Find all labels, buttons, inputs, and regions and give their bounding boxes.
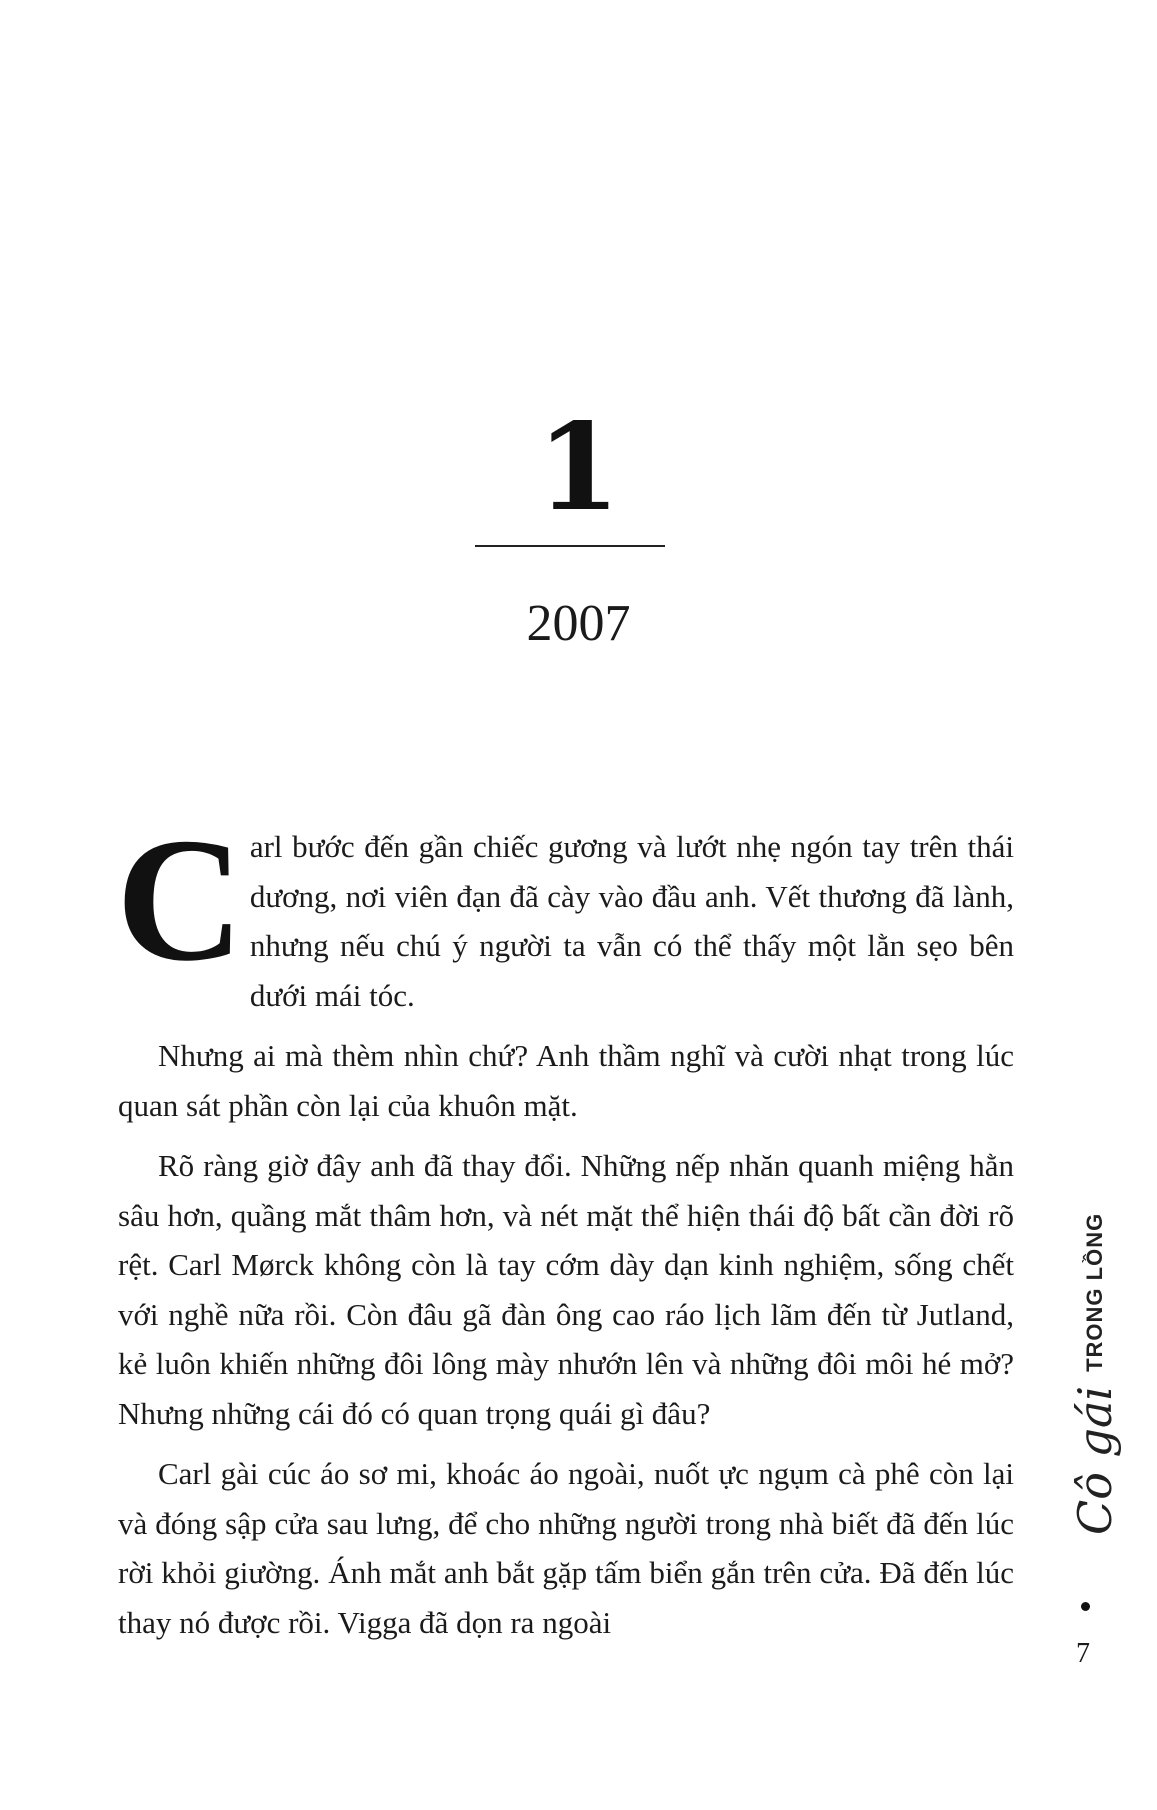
paragraph-3: Rõ ràng giờ đây anh đã thay đổi. Những nếp nhăn quanh miệng hằn sâu hơn, quầng mắt thâm hơn, và nét mặt thể hiện thái độ bất cần đời rõ rệt. Carl Mørck không còn là tay cớm dày dạn kinh nghiệm, sống chết với nghề nữa rồi. Còn đâu gã đàn ông cao ráo lịch lãm đến từ Jutland, kẻ luôn khiến những đôi lông mày nhướn lên và những đôi môi hé mở? Nhưng những cái đó có quan trọng quái gì đâu? <box>118 1148 1014 1431</box>
drop-cap: C <box>116 802 244 998</box>
paragraph-1 <box>116 802 1014 1020</box>
chapter-number: 1 <box>536 397 621 538</box>
running-title <box>1068 1213 1122 1535</box>
paragraph-2: Nhưng ai mà thèm nhìn chứ? Anh thầm nghĩ và cười nhạt trong lúc quan sát phần còn lại của khuôn mặt. <box>118 1038 1014 1123</box>
paragraph-4: Carl gài cúc áo sơ mi, khoác áo ngoài, nuốt ực ngụm cà phê còn lại và đóng sập cửa sau lưng, để cho những người trong nhà biết đã đến lúc rời khỏi giường. Ánh mắt anh bắt gặp tấm biển gắn trên cửa. Đã đến lúc thay nó được rồi. Vigga đã dọn ra ngoài <box>118 1456 1014 1640</box>
chapter-divider <box>475 545 665 547</box>
paragraph-1-text: arl bước đến gần chiếc gương và lướt nhẹ ngón tay trên thái dương, nơi viên đạn đã cày vào đầu anh. Vết thương đã lành, nhưng nếu chú ý người ta vẫn có thể thấy một lằn sẹo bên dưới mái tóc. <box>249 829 1014 1013</box>
bullet-separator <box>1081 1602 1090 1611</box>
body-text <box>116 802 1014 1658</box>
running-title-script: Cô gái <box>1068 1385 1122 1535</box>
page-number: 7 <box>1076 1638 1090 1669</box>
running-title-caps: TRONG LỒNG <box>1082 1212 1107 1372</box>
chapter-year: 2007 <box>526 595 631 652</box>
